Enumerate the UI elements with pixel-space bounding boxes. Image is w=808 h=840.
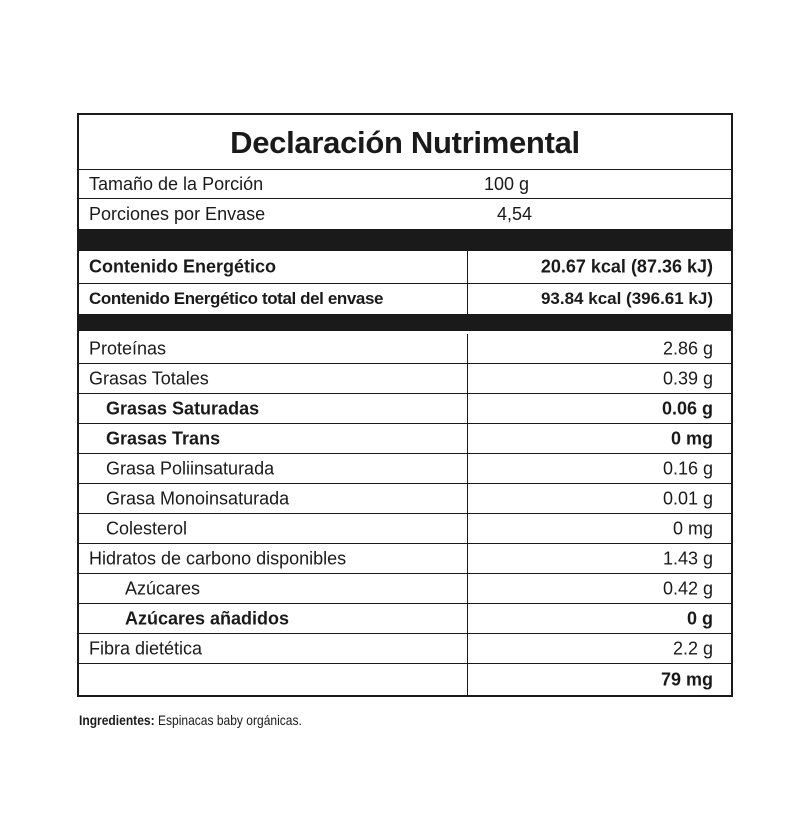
nutrient-label: Grasa Poliinsaturada [106, 458, 275, 478]
nutrient-label: Grasas Saturadas [106, 398, 260, 418]
nutrient-row-added-sugars [79, 604, 731, 634]
nutrient-label: Fibra dietética [89, 638, 203, 658]
energy-total-row [79, 284, 731, 314]
thick-divider-top [79, 229, 731, 251]
ingredients-label: Ingredientes: [79, 712, 155, 728]
nutrient-row-saturated-fat [79, 394, 731, 424]
energy-total-value: 93.84 kcal (396.61 kJ) [540, 289, 713, 308]
nutrient-row-sugars [79, 574, 731, 604]
servings-per-container-label: Porciones por Envase [89, 204, 266, 224]
nutrient-value: 0.39 g [662, 368, 713, 388]
nutrient-label: Azúcares [125, 578, 201, 598]
servings-per-container-row [79, 200, 731, 229]
nutrient-label: Grasas Totales [89, 368, 209, 388]
nutrient-value: 79 mg [660, 669, 713, 689]
energy-total-label: Contenido Energético total del envase [89, 289, 384, 308]
nutrient-value: 0.01 g [662, 488, 713, 508]
energy-label: Contenido Energético [89, 256, 277, 277]
energy-row [79, 251, 731, 284]
nutrient-label: Azúcares añadidos [125, 608, 290, 628]
nutrient-row-monounsaturated-fat [79, 484, 731, 514]
nutrient-label: Grasa Monoinsaturada [106, 488, 290, 508]
label-title: Declaración Nutrimental [79, 115, 731, 170]
nutrient-row-fiber [79, 634, 731, 664]
nutrient-row-carbohydrates [79, 544, 731, 574]
ingredients-text: Espinacas baby orgánicas. [157, 712, 302, 728]
nutrient-value: 0 g [686, 608, 713, 628]
nutrient-value: 0 mg [672, 518, 713, 538]
energy-value: 20.67 kcal (87.36 kJ) [540, 256, 713, 277]
serving-size-value: 100 g [484, 174, 530, 194]
nutrition-label [77, 113, 733, 697]
nutrient-value: 1.43 g [662, 548, 713, 568]
nutrient-row-total-fat [79, 364, 731, 394]
serving-size-row [79, 170, 731, 199]
nutrient-row-polyunsaturated-fat [79, 454, 731, 484]
nutrient-label: Hidratos de carbono disponibles [89, 548, 347, 568]
nutrient-row-cholesterol [79, 514, 731, 544]
thick-divider-bottom [79, 314, 731, 331]
nutrient-label: Grasas Trans [106, 428, 221, 448]
ingredients-line [79, 712, 302, 728]
nutrient-row-sodium [79, 664, 731, 695]
nutrient-row-trans-fat [79, 424, 731, 454]
nutrient-value: 0 mg [670, 428, 713, 448]
nutrient-label: Colesterol [106, 518, 188, 538]
nutrient-row-proteins [79, 334, 731, 364]
serving-size-label: Tamaño de la Porción [89, 174, 264, 194]
servings-per-container-value: 4,54 [497, 204, 533, 224]
nutrient-value: 2.86 g [662, 338, 713, 358]
nutrient-value: 0.16 g [662, 458, 713, 478]
nutrient-label: Proteínas [89, 338, 167, 358]
nutrient-value: 2.2 g [672, 638, 713, 658]
nutrient-value: 0.42 g [662, 578, 713, 598]
nutrient-value: 0.06 g [661, 398, 713, 418]
